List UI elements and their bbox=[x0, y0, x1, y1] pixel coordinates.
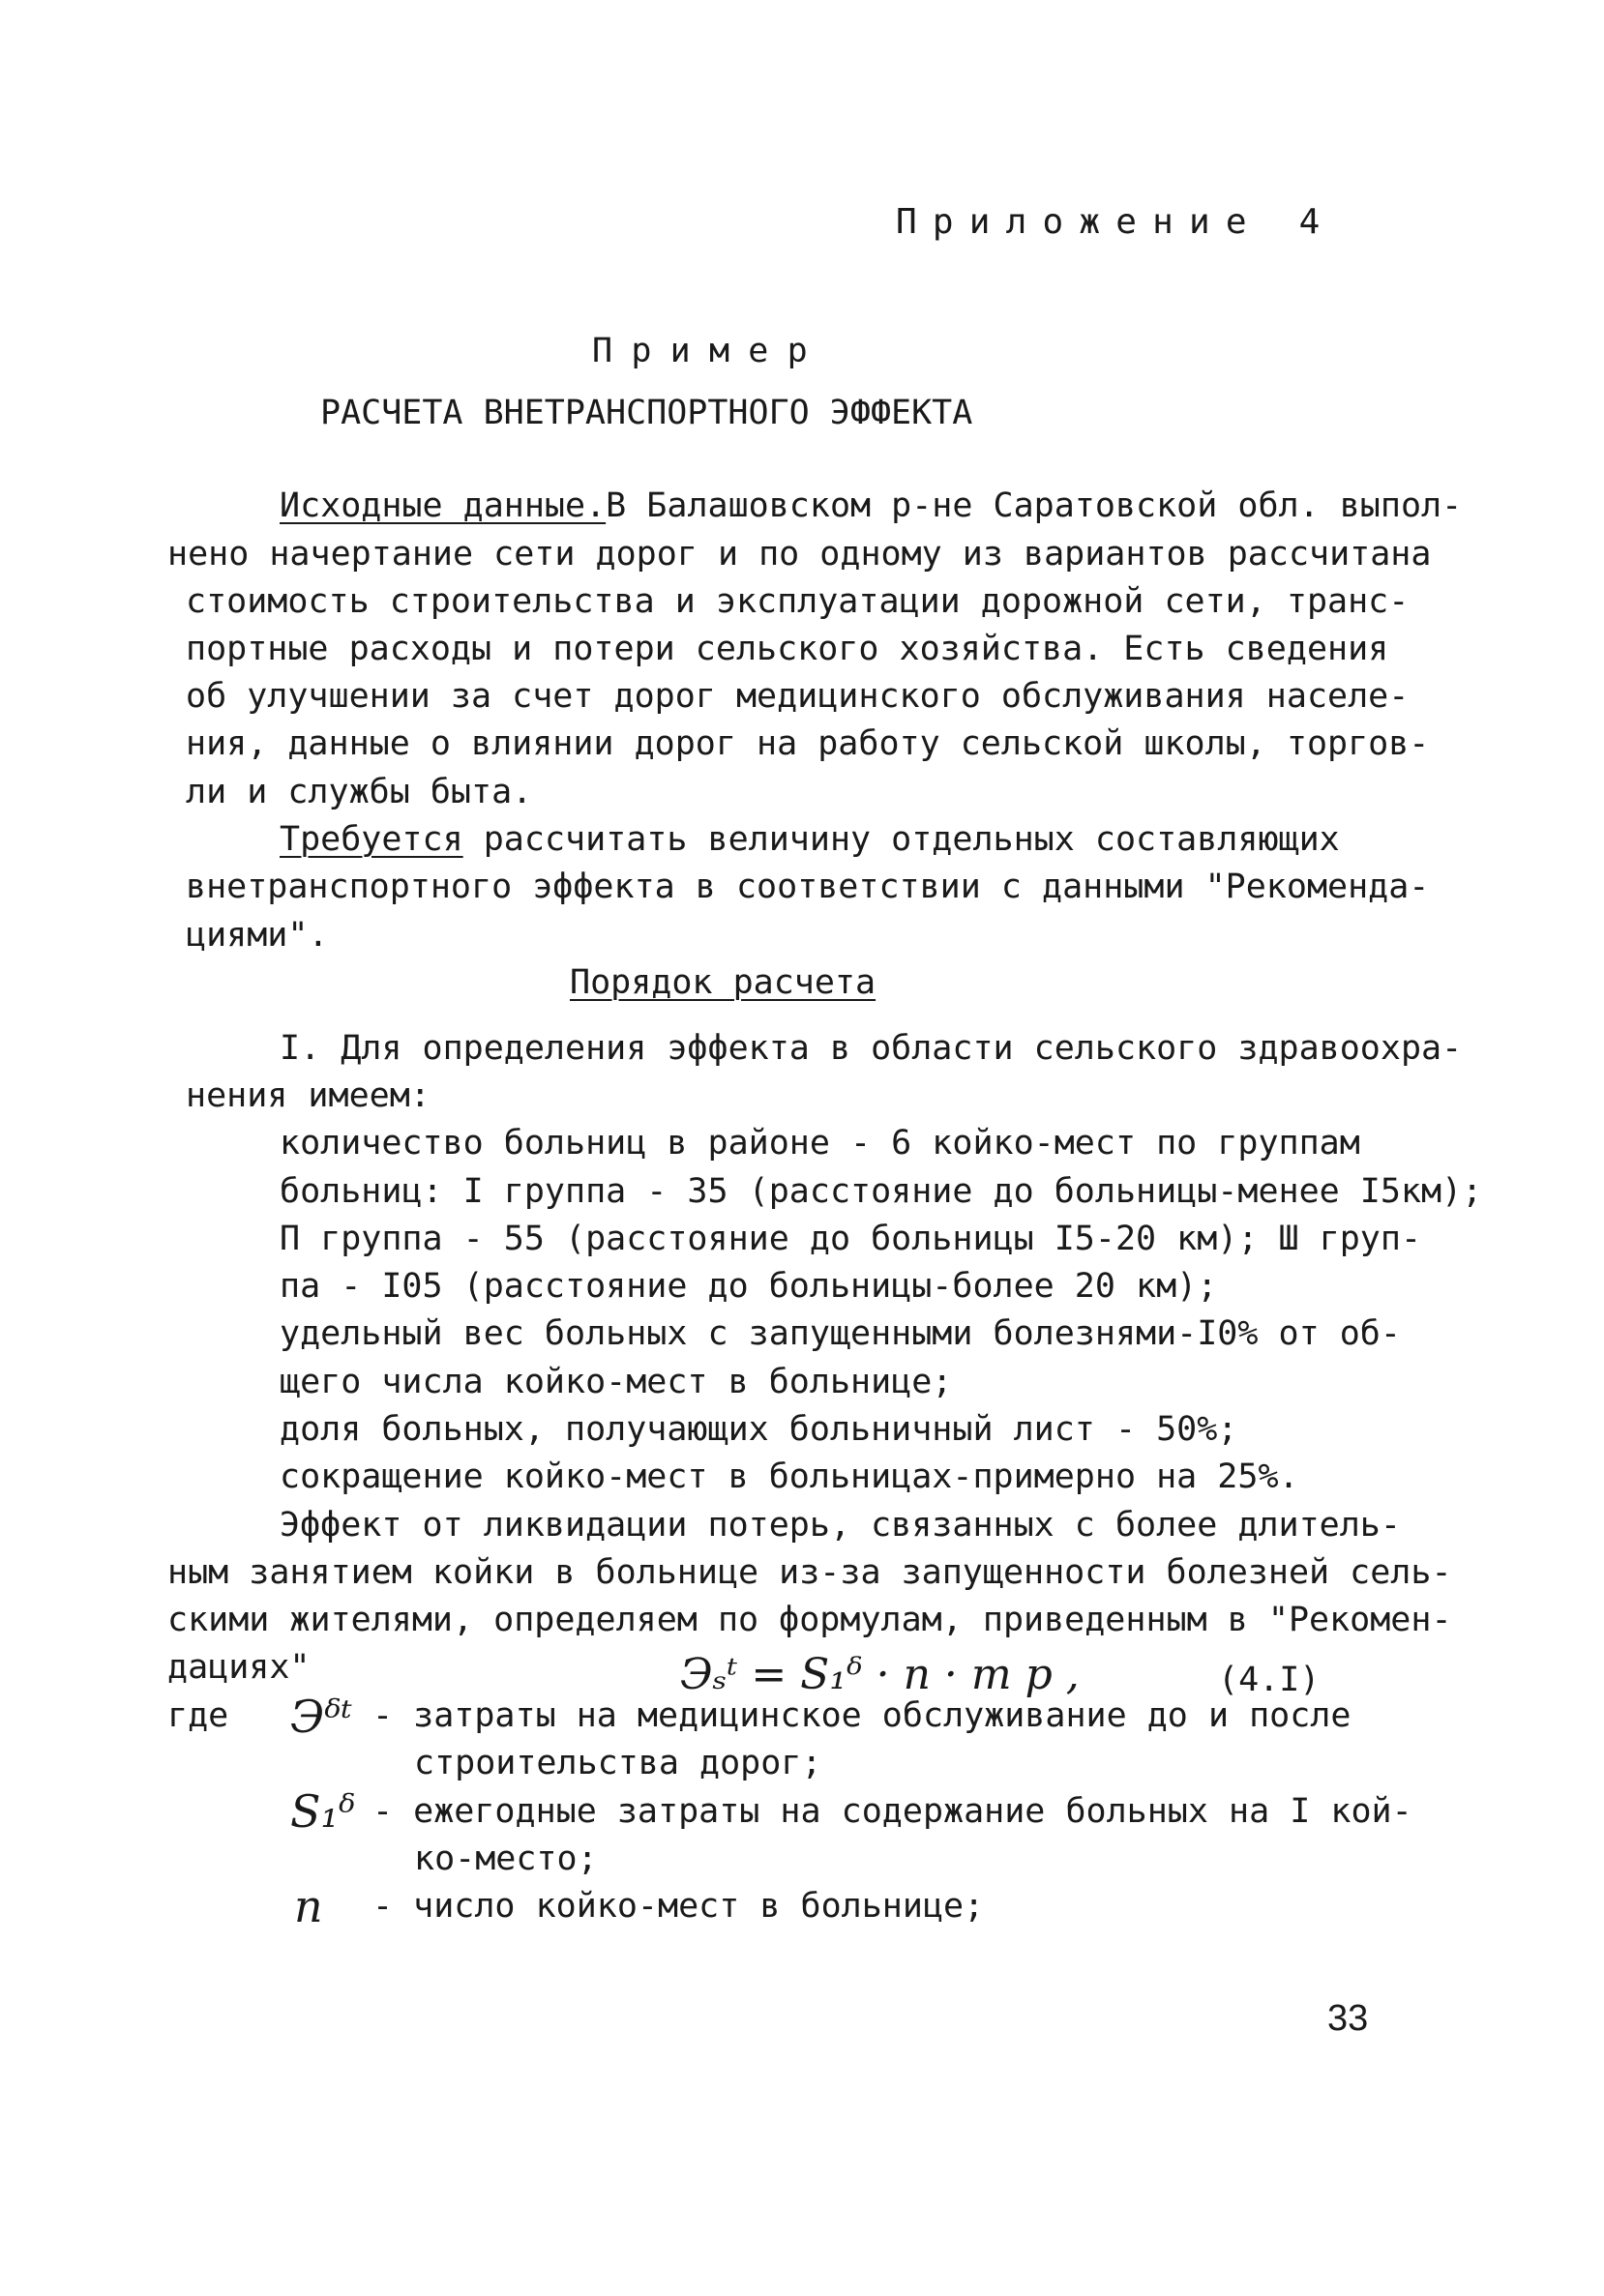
where-desc-1b: строительства дорог; bbox=[414, 1744, 822, 1782]
intro-line-3: стоимость строительства и эксплуатации дорожной сети, транс- bbox=[186, 582, 1410, 621]
effect-line-2: ным занятием койки в больнице из-за запущенности болезней сель- bbox=[167, 1553, 1452, 1592]
item1-bullet-4: па - I05 (расстояние до больницы-более 20 км); bbox=[280, 1267, 1218, 1306]
item1-bullet-2: больниц: I группа - 35 (расстояние до больницы-менее I5км); bbox=[280, 1172, 1483, 1211]
item1-bullet-1: количество больниц в районе - 6 койко-мест по группам bbox=[280, 1124, 1360, 1163]
appendix-header: Приложение 4 bbox=[896, 202, 1336, 242]
symbol-e-delta-t: Эᵟᵗ bbox=[290, 1691, 352, 1743]
intro-line-7: ли и службы быта. bbox=[186, 773, 533, 811]
item1-bullet-5: удельный вес больных с запущенными болезнями-I0% от об- bbox=[280, 1314, 1401, 1353]
symbol-n: n bbox=[294, 1880, 323, 1932]
page-number: 33 bbox=[1327, 1998, 1369, 2039]
effect-line-1: Эффект от ликвидации потерь, связанных с более длитель- bbox=[280, 1506, 1401, 1545]
formula-number: (4.I) bbox=[1218, 1661, 1321, 1699]
where-label: где bbox=[167, 1696, 229, 1735]
item1-line-1: I. Для определения эффекта в области сельского здравоохра- bbox=[280, 1029, 1463, 1068]
intro-line-4: портные расходы и потери сельского хозяйства. Есть сведения bbox=[186, 630, 1389, 668]
item1-bullet-6: щего числа койко-мест в больнице; bbox=[280, 1363, 953, 1401]
intro-line-6: ния, данные о влиянии дорог на работу сельской школы, торгов- bbox=[186, 724, 1430, 763]
item1-bullet-8: сокращение койко-мест в больницах-примерно на 25%. bbox=[280, 1457, 1299, 1496]
intro-line-1 bbox=[280, 486, 1463, 525]
intro-label: Исходные данные. bbox=[280, 486, 607, 525]
effect-line-4: дациях" bbox=[167, 1648, 311, 1687]
task-line-2: внетранспортного эффекта в соответствии с данными "Рекоменда- bbox=[186, 868, 1430, 906]
title-line-2: РАСЧЕТА ВНЕТРАНСПОРТНОГО ЭФФЕКТА bbox=[320, 394, 973, 432]
symbol-s1-delta: S₁ᵟ bbox=[290, 1785, 356, 1838]
intro-line-5: об улучшении за счет дорог медицинского обслуживания населе- bbox=[186, 677, 1410, 716]
item1-line-2: нения имеем: bbox=[186, 1076, 431, 1115]
formula-expression: Эₛᵗ = S₁ᵟ · n · m p , bbox=[680, 1650, 1080, 1699]
where-desc-2a: - ежегодные затраты на содержание больных на I кой- bbox=[372, 1792, 1412, 1831]
item1-bullet-7: доля больных, получающих больничный лист - 50%; bbox=[280, 1410, 1238, 1449]
task-line-1 bbox=[280, 820, 1340, 859]
where-desc-1a: - затраты на медицинское обслуживание до и после bbox=[372, 1696, 1352, 1735]
title-line-1: Пример bbox=[592, 332, 826, 370]
task-text-1: рассчитать величину отдельных составляющих bbox=[462, 820, 1340, 859]
item1-bullet-3: П группа - 55 (расстояние до больницы I5-20 км); Ш груп- bbox=[280, 1220, 1422, 1258]
intro-text-1: В Балашовском р-не Саратовской обл. выпол- bbox=[606, 486, 1463, 525]
task-label: Требуется bbox=[280, 820, 463, 859]
task-line-3: циями". bbox=[186, 916, 329, 955]
where-desc-2b: ко-место; bbox=[414, 1840, 598, 1878]
intro-line-2: нено начертание сети дорог и по одному из вариантов рассчитана bbox=[167, 535, 1432, 574]
section-heading: Порядок расчета bbox=[570, 963, 876, 1002]
effect-line-3: скими жителями, определяем по формулам, приведенным в "Рекомен- bbox=[167, 1601, 1452, 1639]
where-desc-3: - число койко-мест в больнице; bbox=[372, 1887, 985, 1926]
